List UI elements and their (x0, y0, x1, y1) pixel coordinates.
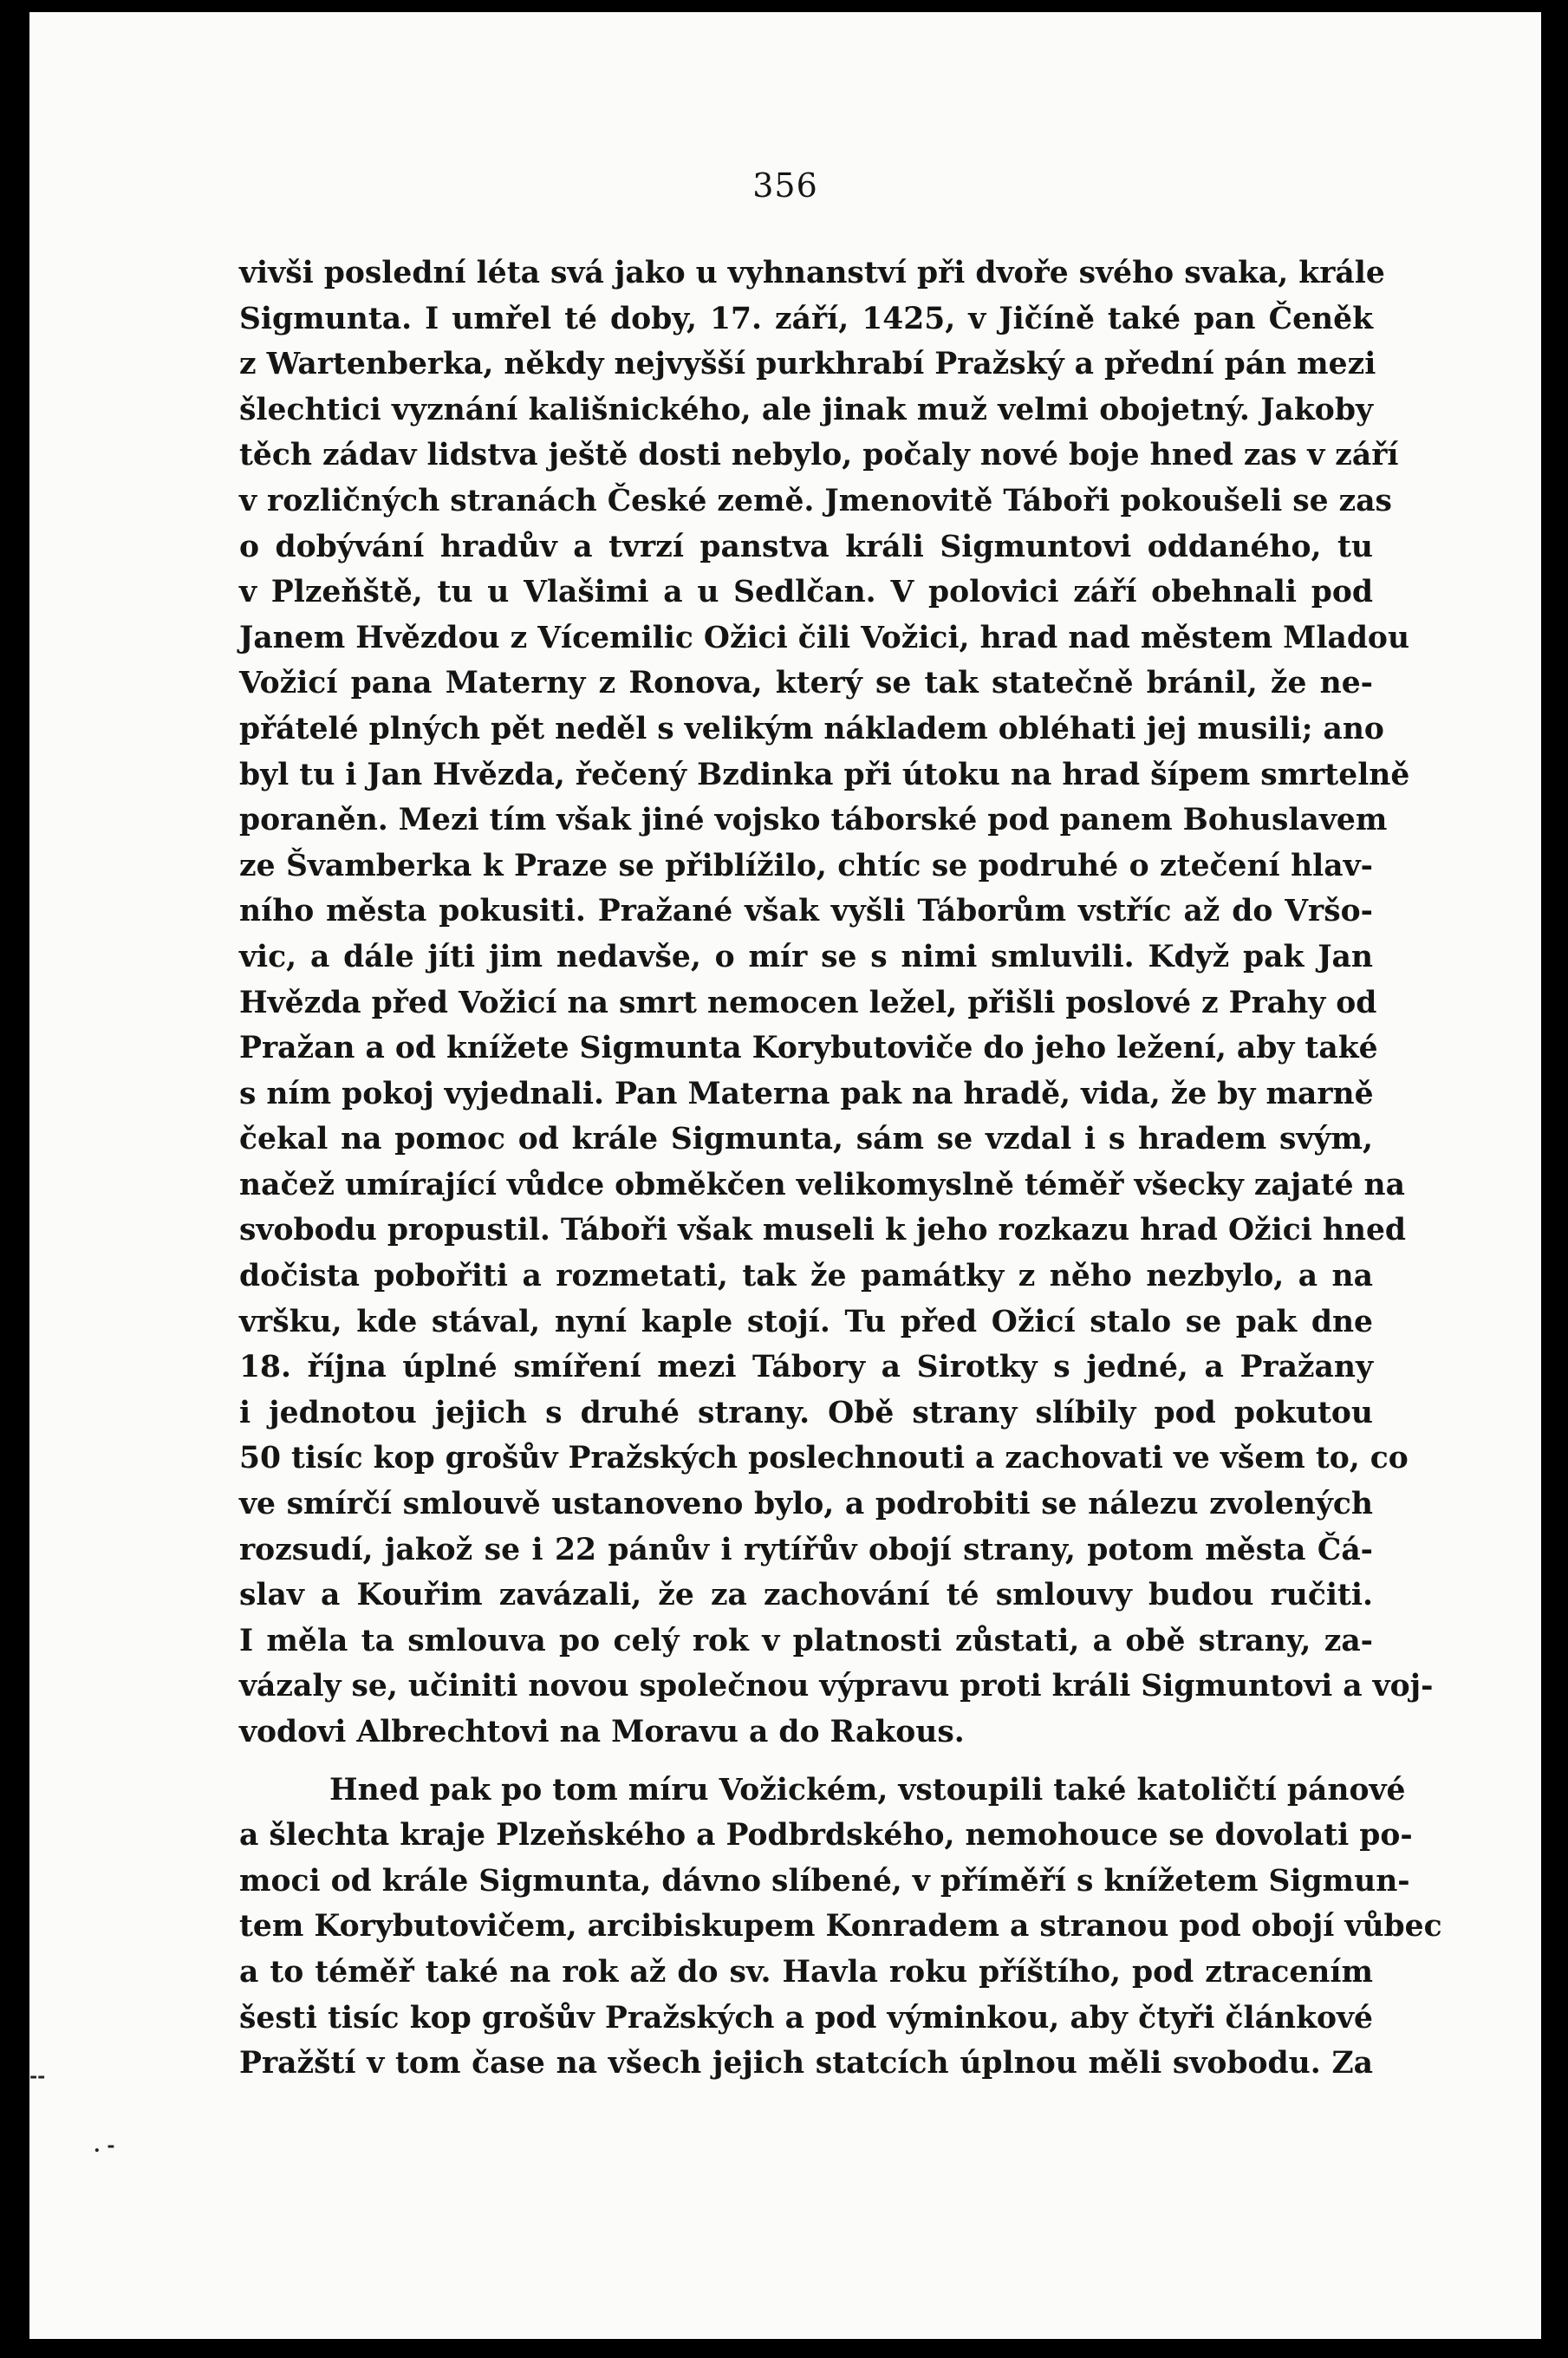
text-line: Pražští v tom čase na všech jejich statcích úplnou měli svobodu. Za (239, 2046, 1373, 2081)
text-line: těch zádav lidstva ještě dosti nebylo, počaly nové boje hned zas v září (239, 438, 1399, 473)
text-line: z Wartenberka, někdy nejvyšší purkhrabí Pražský a přední pán mezi (239, 347, 1376, 382)
text-line: a to téměř také na rok až do sv. Havla roku příštího, pod ztracením (239, 1954, 1373, 1990)
text-line: rozsudí, jakož se i 22 pánův i rytířův obojí strany, potom města Čá- (239, 1532, 1373, 1567)
text-line: ního města pokusiti. Pražané však vyšli Táborům vstříc až do Vršo- (239, 894, 1373, 929)
text-line: šesti tisíc kop grošův Pražských a pod výminkou, aby čtyři článkové (239, 2000, 1373, 2036)
text-line: šlechtici vyznání kališnického, ale jinak muž velmi obojetný. Jakoby (239, 392, 1373, 427)
margin-mark: . ‑ (94, 2134, 115, 2157)
text-line: poraněn. Mezi tím však jiné vojsko táborské pod panem Bohuslavem (239, 803, 1388, 838)
text-line: 50 tisíc kop grošův Pražských poslechnouti a zachovati ve všem to, co (239, 1441, 1409, 1476)
text-line: svobodu propustil. Táboři však museli k jeho rozkazu hrad Ožici hned (239, 1213, 1407, 1248)
text-line: a šlechta kraje Plzeňského a Podbrdského, nemohouce se dovolati po- (239, 1818, 1413, 1853)
text-line: Hned pak po tom míru Vožickém, vstoupili také katoličtí pánové (329, 1772, 1406, 1808)
text-line: i jednotou jejich s druhé strany. Obě strany slíbily pod pokutou (239, 1395, 1373, 1430)
text-line: vodovi Albrechtovi na Moravu a do Rakous. (239, 1715, 965, 1749)
text-line: ze Švamberka k Praze se přiblížilo, chtíc se podruhé o ztečení hlav- (239, 848, 1373, 883)
text-line: Sigmunta. I umřel té doby, 17. září, 1425, v Jičíně také pan Čeněk (239, 301, 1373, 336)
text-line: vršku, kde stával, nyní kaple stojí. Tu před Ožicí stalo se pak dne (239, 1304, 1373, 1339)
paragraph (239, 1768, 1442, 2087)
text-line: 18. října úplné smíření mezi Tábory a Sirotky s jedné, a Pražany (239, 1350, 1373, 1385)
page-number: 356 (752, 166, 818, 205)
text-line: o dobývání hradův a tvrzí panstva králi Sigmuntovi oddaného, tu (239, 529, 1373, 564)
text-line: ve smírčí smlouvě ustanoveno bylo, a podrobiti se nálezu zvolených (239, 1487, 1373, 1522)
text-line: vivši poslední léta svá jako u vyhnanství při dvoře svého svaka, krále (239, 256, 1385, 290)
paragraph-gap (239, 1755, 1373, 1768)
text-line: Vožicí pana Materny z Ronova, který se tak statečně bránil, že ne- (239, 666, 1373, 701)
text-line: vázaly se, učiniti novou společnou výpravu proti králi Sigmuntovi a voj- (239, 1669, 1434, 1704)
text-line: čekal na pomoc od krále Sigmunta, sám se vzdal i s hradem svým, (239, 1122, 1373, 1157)
text-line: s ním pokoj vyjednali. Pan Materna pak na hradě, vida, že by marně (239, 1076, 1374, 1111)
text-line: načež umírající vůdce obměkčen velikomyslně téměř všecky zajaté na (239, 1167, 1405, 1202)
text-line: Janem Hvězdou z Vícemilic Ožici čili Vožici, hrad nad městem Mladou (239, 620, 1410, 655)
book-page (29, 12, 1541, 2339)
margin-mark: ‑‑ (29, 2065, 46, 2088)
text-line: Hvězda před Vožicí na smrt nemocen ležel, přišli poslové z Prahy od (239, 985, 1377, 1020)
text-line: vic, a dále jíti jim nedavše, o mír se s nimi smluvili. Když pak Jan (239, 939, 1373, 974)
text-line: I měla ta smlouva po celý rok v platnosti zůstati, a obě strany, za- (239, 1623, 1373, 1658)
body-text (239, 251, 1442, 2087)
text-line: v Plzeňště, tu u Vlašimi a u Sedlčan. V polovici září obehnali pod (239, 575, 1373, 610)
text-line: přátelé plných pět neděl s velikým nákladem obléhati jej musili; ano (239, 711, 1384, 746)
text-line: Pražan a od knížete Sigmunta Korybutoviče do jeho ležení, aby také (239, 1031, 1378, 1066)
paragraph (239, 251, 1434, 1755)
text-line: moci od krále Sigmunta, dávno slíbené, v příměří s knížetem Sigmun- (239, 1863, 1410, 1899)
text-line: slav a Kouřim zavázali, že za zachování té smlouvy budou ručiti. (239, 1578, 1373, 1613)
text-line: byl tu i Jan Hvězda, řečený Bzdinka při útoku na hrad šípem smrtelně (239, 757, 1410, 792)
text-line: v rozličných stranách České země. Jmenovitě Táboři pokoušeli se zas (239, 483, 1392, 518)
text-line: tem Korybutovičem, arcibiskupem Konradem a stranou pod obojí vůbec (239, 1909, 1442, 1944)
text-line: dočista pobořiti a rozmetati, tak že památky z něho nezbylo, a na (239, 1259, 1373, 1294)
